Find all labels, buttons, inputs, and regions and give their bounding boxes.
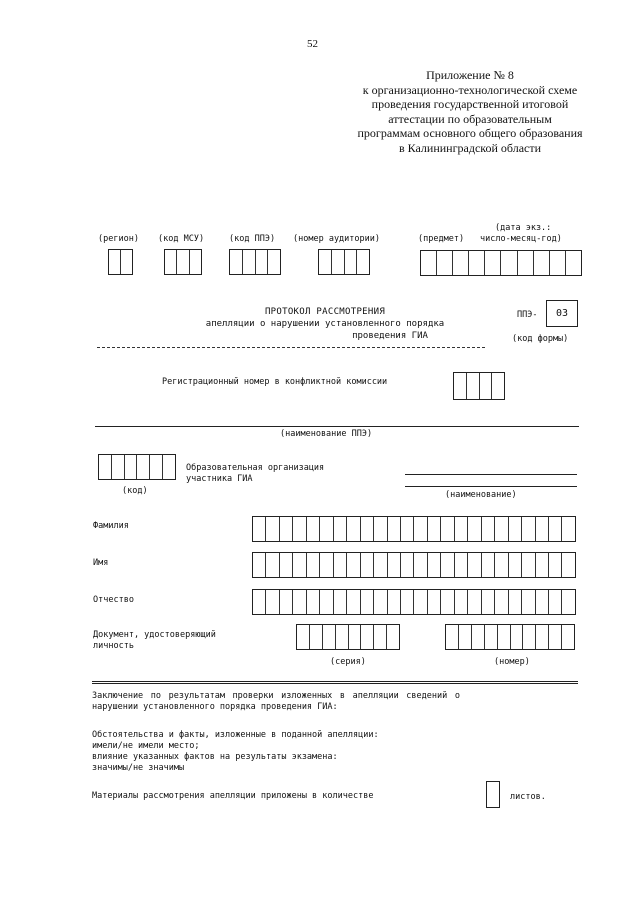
org-name-caption: (наименование) [445, 490, 517, 500]
room-boxes[interactable] [318, 249, 370, 275]
form-code: 03 [555, 308, 569, 319]
date-label-line1: (дата экз.: [495, 223, 552, 233]
ppe-name-caption: (наименование ППЭ) [280, 429, 373, 439]
org-name-line-1[interactable] [405, 474, 577, 475]
protocol-subtitle-2: проведения ГИА [352, 331, 428, 341]
appendix-line: аттестации по образовательным [388, 111, 552, 126]
org-code-caption: (код) [122, 486, 148, 496]
influence-line2: значимы/не значимы [92, 763, 185, 773]
appendix-line: в Калининградской области [398, 140, 542, 155]
sheets-label: листов. [510, 792, 546, 802]
conclusion-line2: нарушении установленного порядка проведения ГИА: [92, 702, 338, 712]
facts-line1: Обстоятельства и факты, изложенные в поданной апелляции: [92, 730, 379, 740]
ppe-label: (код ППЭ) [229, 234, 276, 244]
document-label-line2: личность [93, 641, 134, 651]
surname-boxes[interactable] [252, 516, 576, 542]
document-series-caption: (серия) [330, 657, 366, 667]
name-label: Имя [93, 558, 109, 568]
document-number-boxes[interactable] [445, 624, 575, 650]
protocol-title: ПРОТОКОЛ РАССМОТРЕНИЯ [264, 307, 386, 317]
patronymic-boxes[interactable] [252, 589, 576, 615]
appendix-line: к организационно-технологической схеме [362, 82, 578, 97]
protocol-dashed-line [97, 347, 485, 348]
ppe-boxes[interactable] [229, 249, 281, 275]
sheets-count-box[interactable] [486, 781, 500, 808]
facts-line2: имели/не имели место; [92, 741, 200, 751]
appendix-line: программам основного общего образования [357, 126, 583, 140]
org-code-boxes[interactable] [98, 454, 176, 480]
patronymic-label: Отчество [93, 595, 134, 605]
subject-label: (предмет) [418, 234, 465, 244]
org-label-line1: Образовательная организация [186, 463, 325, 473]
conclusion-line1: Заключение по результатам проверки изложенных в апелляции сведений о [92, 691, 460, 701]
appendix-line: проведения государственной итоговой [371, 97, 569, 111]
influence-line1: влияние указанных фактов на результаты экзамена: [92, 752, 338, 762]
name-boxes[interactable] [252, 552, 576, 578]
reg-number-label: Регистрационный номер в конфликтной комиссии [162, 377, 388, 387]
page-number: 52 [307, 38, 318, 50]
section-separator [92, 681, 578, 684]
protocol-subtitle: апелляции о нарушении установленного порядка [205, 319, 445, 329]
ppe-name-line[interactable] [95, 426, 579, 427]
date-label-line2: число-месяц-год) [480, 234, 562, 244]
reg-number-boxes[interactable] [453, 372, 505, 400]
appendix-block [345, 68, 595, 155]
form-prefix: ППЭ- [517, 310, 538, 320]
org-label-line2: участника ГИА [186, 474, 253, 484]
materials-label: Материалы рассмотрения апелляции приложены в количестве [92, 791, 374, 801]
org-name-line-2[interactable] [405, 486, 577, 487]
region-boxes[interactable] [108, 249, 133, 275]
msu-boxes[interactable] [164, 249, 202, 275]
document-label-line1: Документ, удостоверяющий [93, 630, 216, 640]
region-label: (регион) [98, 234, 139, 244]
document-number-caption: (номер) [494, 657, 530, 667]
room-label: (номер аудитории) [293, 234, 380, 244]
appendix-title: Приложение № 8 [426, 68, 514, 82]
surname-label: Фамилия [93, 521, 129, 531]
conclusion-block [92, 691, 580, 713]
subject-date-boxes[interactable] [420, 250, 582, 276]
document-series-boxes[interactable] [296, 624, 400, 650]
form-code-caption: (код формы) [512, 334, 569, 344]
document-label [93, 630, 216, 652]
form-code-box [546, 300, 578, 327]
facts-block [92, 730, 379, 774]
org-label [186, 463, 324, 485]
msu-label: (код МСУ) [158, 234, 205, 244]
protocol-title-block [150, 306, 500, 342]
